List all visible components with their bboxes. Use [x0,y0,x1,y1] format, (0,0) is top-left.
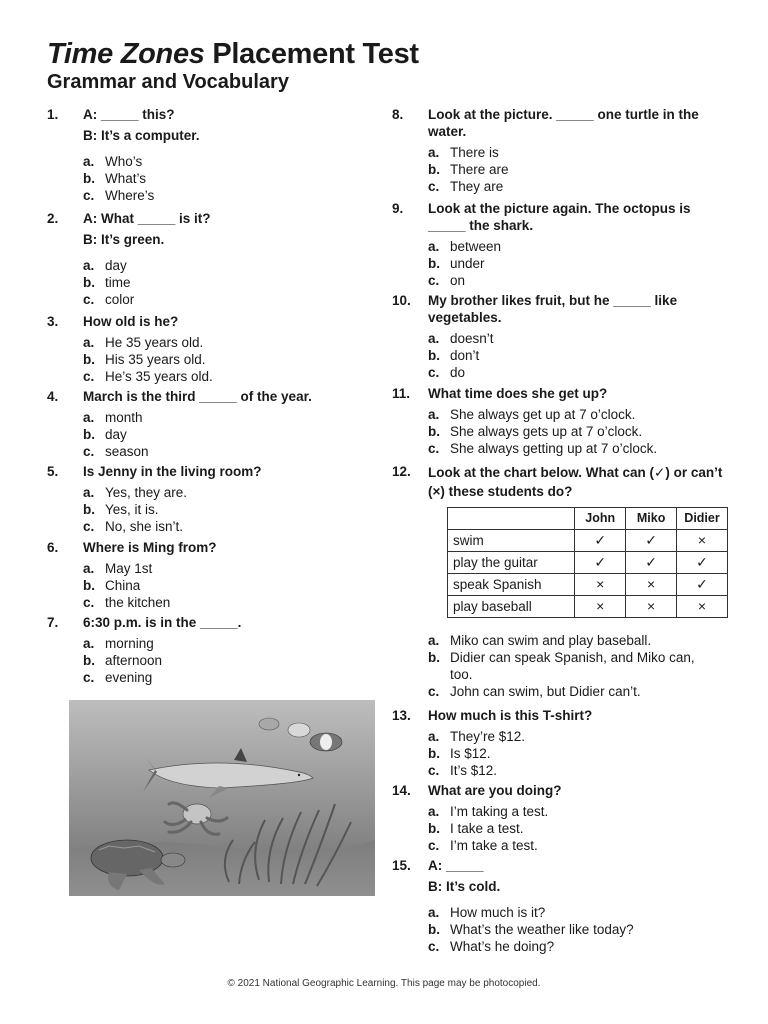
question-number: 1. [47,107,59,122]
option-letter: a. [428,145,440,160]
answer-option[interactable] [428,272,728,289]
option-letter: b. [428,162,440,177]
question-stem: Look at the picture again. The octopus is _____ the shark. [428,201,691,233]
option-letter: a. [83,154,95,169]
ability-chart [447,507,728,618]
chart-row [448,530,728,552]
option-text: Is $12. [450,746,491,761]
chart-activity: play baseball [448,596,575,618]
option-text: They’re $12. [450,729,526,744]
option-letter: a. [428,633,440,648]
question-stem: How old is he? [83,314,179,329]
option-text: She always get up at 7 o’clock. [450,407,636,422]
title-rest: Placement Test [204,38,419,70]
answer-option[interactable] [428,238,728,255]
option-letter: c. [428,684,440,699]
option-text: John can swim, but Didier can’t. [450,684,641,699]
answer-option[interactable] [83,351,213,368]
option-letter: c. [83,188,95,203]
question-number: 14. [392,783,411,798]
option-text: What’s [105,171,147,186]
answer-option[interactable] [83,368,213,385]
answer-option[interactable] [428,803,728,820]
option-text: China [105,578,141,593]
option-letter: b. [83,427,95,442]
title-series: Time Zones [47,38,205,70]
option-letter: a. [428,331,440,346]
question-number: 8. [392,107,404,122]
option-text: They are [450,179,504,194]
option-text: time [105,275,131,290]
answer-option[interactable] [83,577,217,594]
question-stem: How much is this T-shirt? [428,708,593,723]
option-letter: c. [83,519,95,534]
chart-activity: play the guitar [448,552,575,574]
answer-option[interactable] [428,347,728,364]
test-title [47,38,419,71]
chart-mark: × [677,596,728,618]
chart-mark: × [575,574,626,596]
option-text: I take a test. [450,821,524,836]
chart-mark: ✓ [677,552,728,574]
option-letter: c. [428,273,440,288]
option-text: There is [450,145,499,160]
option-letter: b. [83,578,95,593]
ocean-picture [69,700,375,896]
chart-mark: × [575,596,626,618]
option-text: between [450,239,502,254]
question-stem: What time does she get up? [428,386,608,401]
question-number: 11. [392,386,411,401]
question-stem: Where is Ming from? [83,540,217,555]
option-letter: b. [428,424,440,439]
chart-mark: × [626,574,677,596]
answer-option[interactable] [83,257,211,274]
chart-mark: × [626,596,677,618]
answer-option[interactable] [83,635,241,652]
answer-option[interactable] [83,291,211,308]
question-number: 2. [47,211,59,226]
option-text: Yes, it is. [105,502,159,517]
answer-option[interactable] [428,904,728,921]
option-letter: b. [83,275,95,290]
question-stem: Look at the chart below. What can (✓) or can’t (×) these students do? [428,465,723,499]
answer-option[interactable] [83,652,241,669]
chart-mark: ✓ [626,552,677,574]
answer-option[interactable] [428,837,728,854]
option-text: the kitchen [105,595,171,610]
option-letter: c. [428,441,440,456]
option-text: do [450,365,466,380]
option-text: color [105,292,135,307]
question-number: 5. [47,464,59,479]
option-text: under [450,256,485,271]
option-text: season [105,444,149,459]
option-letter: b. [83,171,95,186]
option-text: don’t [450,348,480,363]
question-number: 4. [47,389,59,404]
answer-option[interactable] [83,153,200,170]
answer-option[interactable] [428,683,728,700]
answer-option[interactable] [428,440,728,457]
question-stem-response: B: It’s green. [83,232,165,247]
question-stem: My brother likes fruit, but he _____ like vegetables. [428,293,678,325]
chart-mark: ✓ [677,574,728,596]
answer-option[interactable] [428,364,728,381]
option-text: day [105,427,127,442]
option-text: His 35 years old. [105,352,206,367]
option-letter: c. [428,365,440,380]
answer-option[interactable] [83,170,200,187]
answer-option[interactable] [428,820,728,837]
option-letter: c. [83,369,95,384]
answer-option[interactable] [83,334,213,351]
option-letter: b. [428,746,440,761]
question-number: 13. [392,708,411,723]
test-subtitle: Grammar and Vocabulary [47,71,289,93]
option-text: I’m take a test. [450,838,538,853]
option-letter: c. [428,179,440,194]
chart-row [448,596,728,618]
answer-option[interactable] [428,178,728,195]
option-letter: c. [83,670,95,685]
answer-option[interactable] [428,406,728,423]
option-letter: a. [83,561,95,576]
option-text: doesn’t [450,331,494,346]
answer-option[interactable] [83,518,262,535]
question-stem: A: _____ this? [83,107,175,122]
answer-option[interactable] [83,409,312,426]
chart-mark: × [677,530,728,552]
option-letter: c. [83,444,95,459]
question-number: 3. [47,314,59,329]
chart-activity: speak Spanish [448,574,575,596]
option-text: She always gets up at 7 o’clock. [450,424,643,439]
question-stem-response: B: It’s cold. [428,879,501,894]
option-text: No, she isn’t. [105,519,184,534]
question-stem: 6:30 p.m. is in the _____. [83,615,242,630]
option-text: on [450,273,466,288]
option-letter: b. [428,256,440,271]
option-text: May 1st [105,561,153,576]
answer-option[interactable] [83,560,217,577]
chart-activity: swim [448,530,575,552]
question-stem: A: What _____ is it? [83,211,211,226]
question-number: 9. [392,201,404,216]
option-letter: a. [83,410,95,425]
question-stem: What are you doing? [428,783,562,798]
option-text: It’s $12. [450,763,498,778]
option-letter: c. [428,939,440,954]
option-text: morning [105,636,154,651]
option-letter: a. [83,335,95,350]
option-letter: a. [83,485,95,500]
answer-option[interactable] [83,187,200,204]
option-text: Miko can swim and play baseball. [450,633,652,648]
question-number: 15. [392,858,411,873]
question-stem: A: _____ [428,858,484,873]
chart-header-cell: Didier [677,508,728,530]
option-letter: c. [428,763,440,778]
option-letter: b. [83,352,95,367]
question-stem: Is Jenny in the living room? [83,464,262,479]
answer-option[interactable] [428,921,728,938]
chart-header-row [448,508,728,530]
answer-option[interactable] [428,632,728,649]
answer-option[interactable] [428,423,728,440]
option-text: day [105,258,127,273]
question-number: 10. [392,293,411,308]
option-letter: b. [83,502,95,517]
answer-option[interactable] [428,144,728,161]
question-stem-response: B: It’s a computer. [83,128,200,143]
option-letter: c. [83,292,95,307]
answer-option[interactable] [83,443,312,460]
chart-mark: ✓ [626,530,677,552]
option-letter: a. [428,804,440,819]
answer-option[interactable] [83,669,241,686]
option-letter: a. [83,258,95,273]
answer-option[interactable] [83,484,262,501]
option-letter: a. [428,729,440,744]
option-letter: c. [428,838,440,853]
option-text: afternoon [105,653,163,668]
option-text: Where’s [105,188,155,203]
option-letter: c. [83,595,95,610]
option-text: Yes, they are. [105,485,188,500]
answer-option[interactable] [428,161,728,178]
option-letter: b. [428,650,440,665]
chart-header-cell [448,508,575,530]
question-stem: Look at the picture. _____ one turtle in the water. [428,107,699,139]
option-text: evening [105,670,153,685]
option-text: How much is it? [450,905,546,920]
option-letter: b. [83,653,95,668]
question-number: 12. [392,464,411,479]
option-letter: a. [428,905,440,920]
option-text: What’s he doing? [450,939,555,954]
option-text: Didier can speak Spanish, and Miko can, too. [450,650,695,682]
option-letter: a. [428,239,440,254]
answer-option[interactable] [83,594,217,611]
answer-option[interactable] [428,745,728,762]
question-number: 6. [47,540,59,555]
option-letter: a. [428,407,440,422]
answer-option[interactable] [428,649,728,683]
option-letter: b. [428,922,440,937]
option-text: He’s 35 years old. [105,369,213,384]
option-letter: a. [83,636,95,651]
option-letter: b. [428,348,440,363]
chart-mark: ✓ [575,530,626,552]
chart-row [448,574,728,596]
answer-option[interactable] [428,330,728,347]
option-text: There are [450,162,509,177]
chart-row [448,552,728,574]
chart-header-cell: John [575,508,626,530]
option-text: Who’s [105,154,143,169]
question-number: 7. [47,615,59,630]
option-text: He 35 years old. [105,335,204,350]
answer-option[interactable] [83,426,312,443]
answer-option[interactable] [428,938,728,955]
answer-option[interactable] [83,274,211,291]
option-text: month [105,410,143,425]
option-text: What’s the weather like today? [450,922,634,937]
chart-header-cell: Miko [626,508,677,530]
option-letter: b. [428,821,440,836]
answer-option[interactable] [428,728,728,745]
chart-mark: ✓ [575,552,626,574]
copyright-footer: © 2021 National Geographic Learning. This page may be photocopied. [227,978,541,989]
answer-option[interactable] [428,762,728,779]
answer-option[interactable] [428,255,728,272]
question-stem: March is the third _____ of the year. [83,389,312,404]
answer-option[interactable] [83,501,262,518]
option-text: I’m taking a test. [450,804,549,819]
option-text: She always getting up at 7 o’clock. [450,441,658,456]
